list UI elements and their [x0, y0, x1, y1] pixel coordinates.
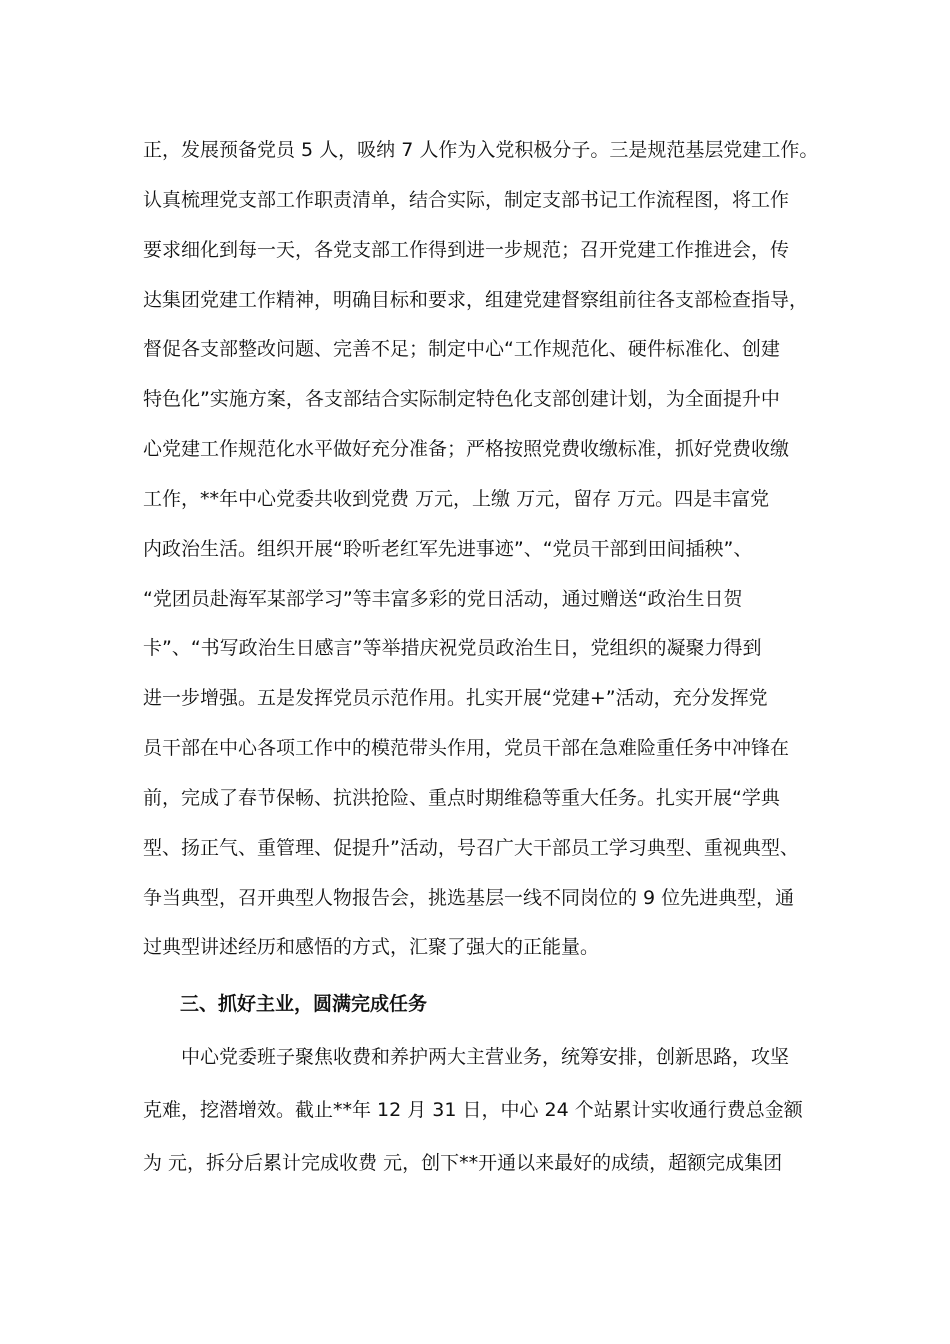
- paragraph-line: 要求细化到每一天，各党支部工作得到进一步规范；召开党建工作推进会，传: [143, 239, 790, 261]
- paragraph-line: 前，完成了春节保畅、抗洪抢险、重点时期维稳等重大任务。扎实开展“学典: [143, 787, 780, 809]
- paragraph-line: 争当典型，召开典型人物报告会，挑选基层一线不同岗位的 9 位先进典型，通: [143, 887, 795, 909]
- section-heading: 三、抓好主业，圆满完成任务: [180, 993, 428, 1015]
- paragraph-line: 卡”、“书写政治生日感言”等举措庆祝党员政治生日，党组织的凝聚力得到: [143, 637, 762, 659]
- paragraph-line: 型、扬正气、重管理、促提升”活动，号召广大干部员工学习典型、重视典型、: [143, 837, 799, 859]
- paragraph-line: 员干部在中心各项工作中的模范带头作用，党员干部在急难险重任务中冲锋在: [143, 737, 790, 759]
- paragraph-line: 克难，挖潜增效。截止**年 12 月 31 日，中心 24 个站累计实收通行费总金额: [143, 1099, 803, 1121]
- paragraph-line: “党团员赴海军某部学习”等丰富多彩的党日活动，通过赠送“政治生日贺: [143, 588, 743, 610]
- paragraph-line: 过典型讲述经历和感悟的方式，汇聚了强大的正能量。: [143, 936, 600, 958]
- paragraph-line: 为 元，拆分后累计完成收费 元，创下**开通以来最好的成绩，超额完成集团: [143, 1152, 783, 1174]
- paragraph-line: 特色化”实施方案，各支部结合实际制定特色化支部创建计划，为全面提升中: [143, 388, 780, 410]
- paragraph-line: 工作，**年中心党委共收到党费 万元，上缴 万元，留存 万元。四是丰富党: [143, 488, 770, 510]
- paragraph-line: 中心党委班子聚焦收费和养护两大主营业务，统筹安排，创新思路，攻坚: [181, 1046, 790, 1068]
- paragraph-line: 督促各支部整改问题、完善不足；制定中心“工作规范化、硬件标准化、创建: [143, 338, 780, 360]
- paragraph-line: 正，发展预备党员 5 人，吸纳 7 人作为入党积极分子。三是规范基层党建工作。: [143, 139, 819, 161]
- paragraph-line: 内政治生活。组织开展“聆听老红军先进事迹”、“党员干部到田间插秧”、: [143, 538, 753, 560]
- paragraph-line: 进一步增强。五是发挥党员示范作用。扎实开展“党建+”活动，充分发挥党: [143, 687, 768, 709]
- paragraph-line: 达集团党建工作精神，明确目标和要求，组建党建督察组前往各支部检查指导，: [143, 289, 809, 311]
- paragraph-line: 认真梳理党支部工作职责清单，结合实际，制定支部书记工作流程图，将工作: [143, 189, 790, 211]
- paragraph-line: 心党建工作规范化水平做好充分准备；严格按照党费收缴标准，抓好党费收缴: [143, 438, 790, 460]
